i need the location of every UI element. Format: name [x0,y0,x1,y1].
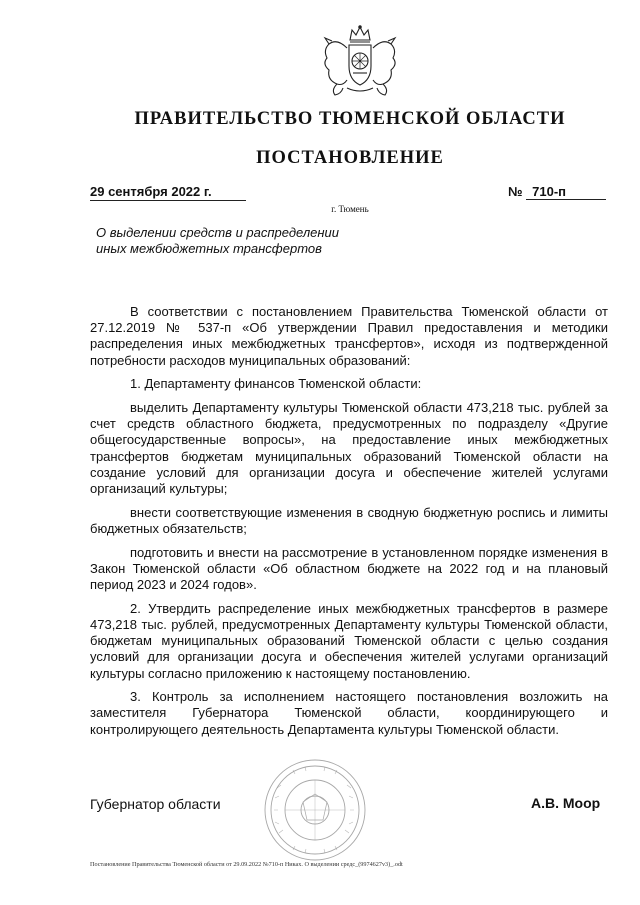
signature-name: А.В. Моор [531,795,601,811]
coat-of-arms-icon [317,24,403,98]
document-type-heading: ПОСТАНОВЛЕНИЕ [256,148,444,168]
item-2-paragraph: 2. Утвердить распределение иных межбюджетных трансфертов в размере 473,218 тыс. рублей, предусмотренных Департаменту культуры Тюменской области, бюджетам муниципальных образований Тюменской области с целью создания условий для организации досуга и обеспечения жителей услугами организаций культуры согласно приложению к настоящему постановлению. [90,600,608,681]
official-seal-icon [263,758,367,862]
item-1-law-paragraph: подготовить и внести на рассмотрение в установленном порядке изменения в Закон Тюменской области «Об областном бюджете на 2022 год и на плановый период 2023 и 2024 годов». [90,544,608,593]
city-label: г. Тюмень [331,204,369,214]
item-1-allocate-paragraph: выделить Департаменту культуры Тюменской области 473,218 тыс. рублей за счет средств областного бюджета, предусмотренных по подразделу «Другие общегосударственные вопросы», на предоставление иных межбюджетных трансфертов бюджетам муниципальных образований Тюменской области на создание условий для организации досуга и обеспечение жителей услугами организаций культуры; [90,400,608,497]
government-title: ПРАВИТЕЛЬСТВО ТЮМЕНСКОЙ ОБЛАСТИ [134,109,566,129]
number-label: № [508,184,523,199]
preamble-paragraph: В соответствии с постановлением Правительства Тюменской области от 27.12.2019 № 537-п «Об утверждении Правил предоставления и методики распределения иных межбюджетных трансфертов», исходя из подтвержденной потребности расходов муниципальных образований: [90,304,608,368]
document-number [508,184,606,200]
item-3-paragraph: 3. Контроль за исполнением настоящего постановления возложить на заместителя Губернатора Тюменской области, координирующего и контролирующего деятельность Департамента культуры Тюменской области. [90,689,608,737]
subject-line-1: О выделении средств и распределении [96,225,340,240]
subject-line-2: иных межбюджетных трансфертов [96,241,322,256]
item-1-heading: 1. Департаменту финансов Тюменской области: [130,376,422,392]
document-footer: Постановление Правительства Тюменской области от 29.09.2022 №710-п Никах. О выделении средс_(9974627v3)_.odt [90,861,403,868]
document-date: 29 сентября 2022 г. [90,184,246,201]
number-value: 710-п [526,184,606,200]
document-body [90,304,608,745]
item-1-changes-paragraph: внести соответствующие изменения в сводную бюджетную роспись и лимиты бюджетных обязательств; [90,504,608,536]
document-subject [96,225,396,257]
signature-title: Губернатор области [90,796,221,812]
